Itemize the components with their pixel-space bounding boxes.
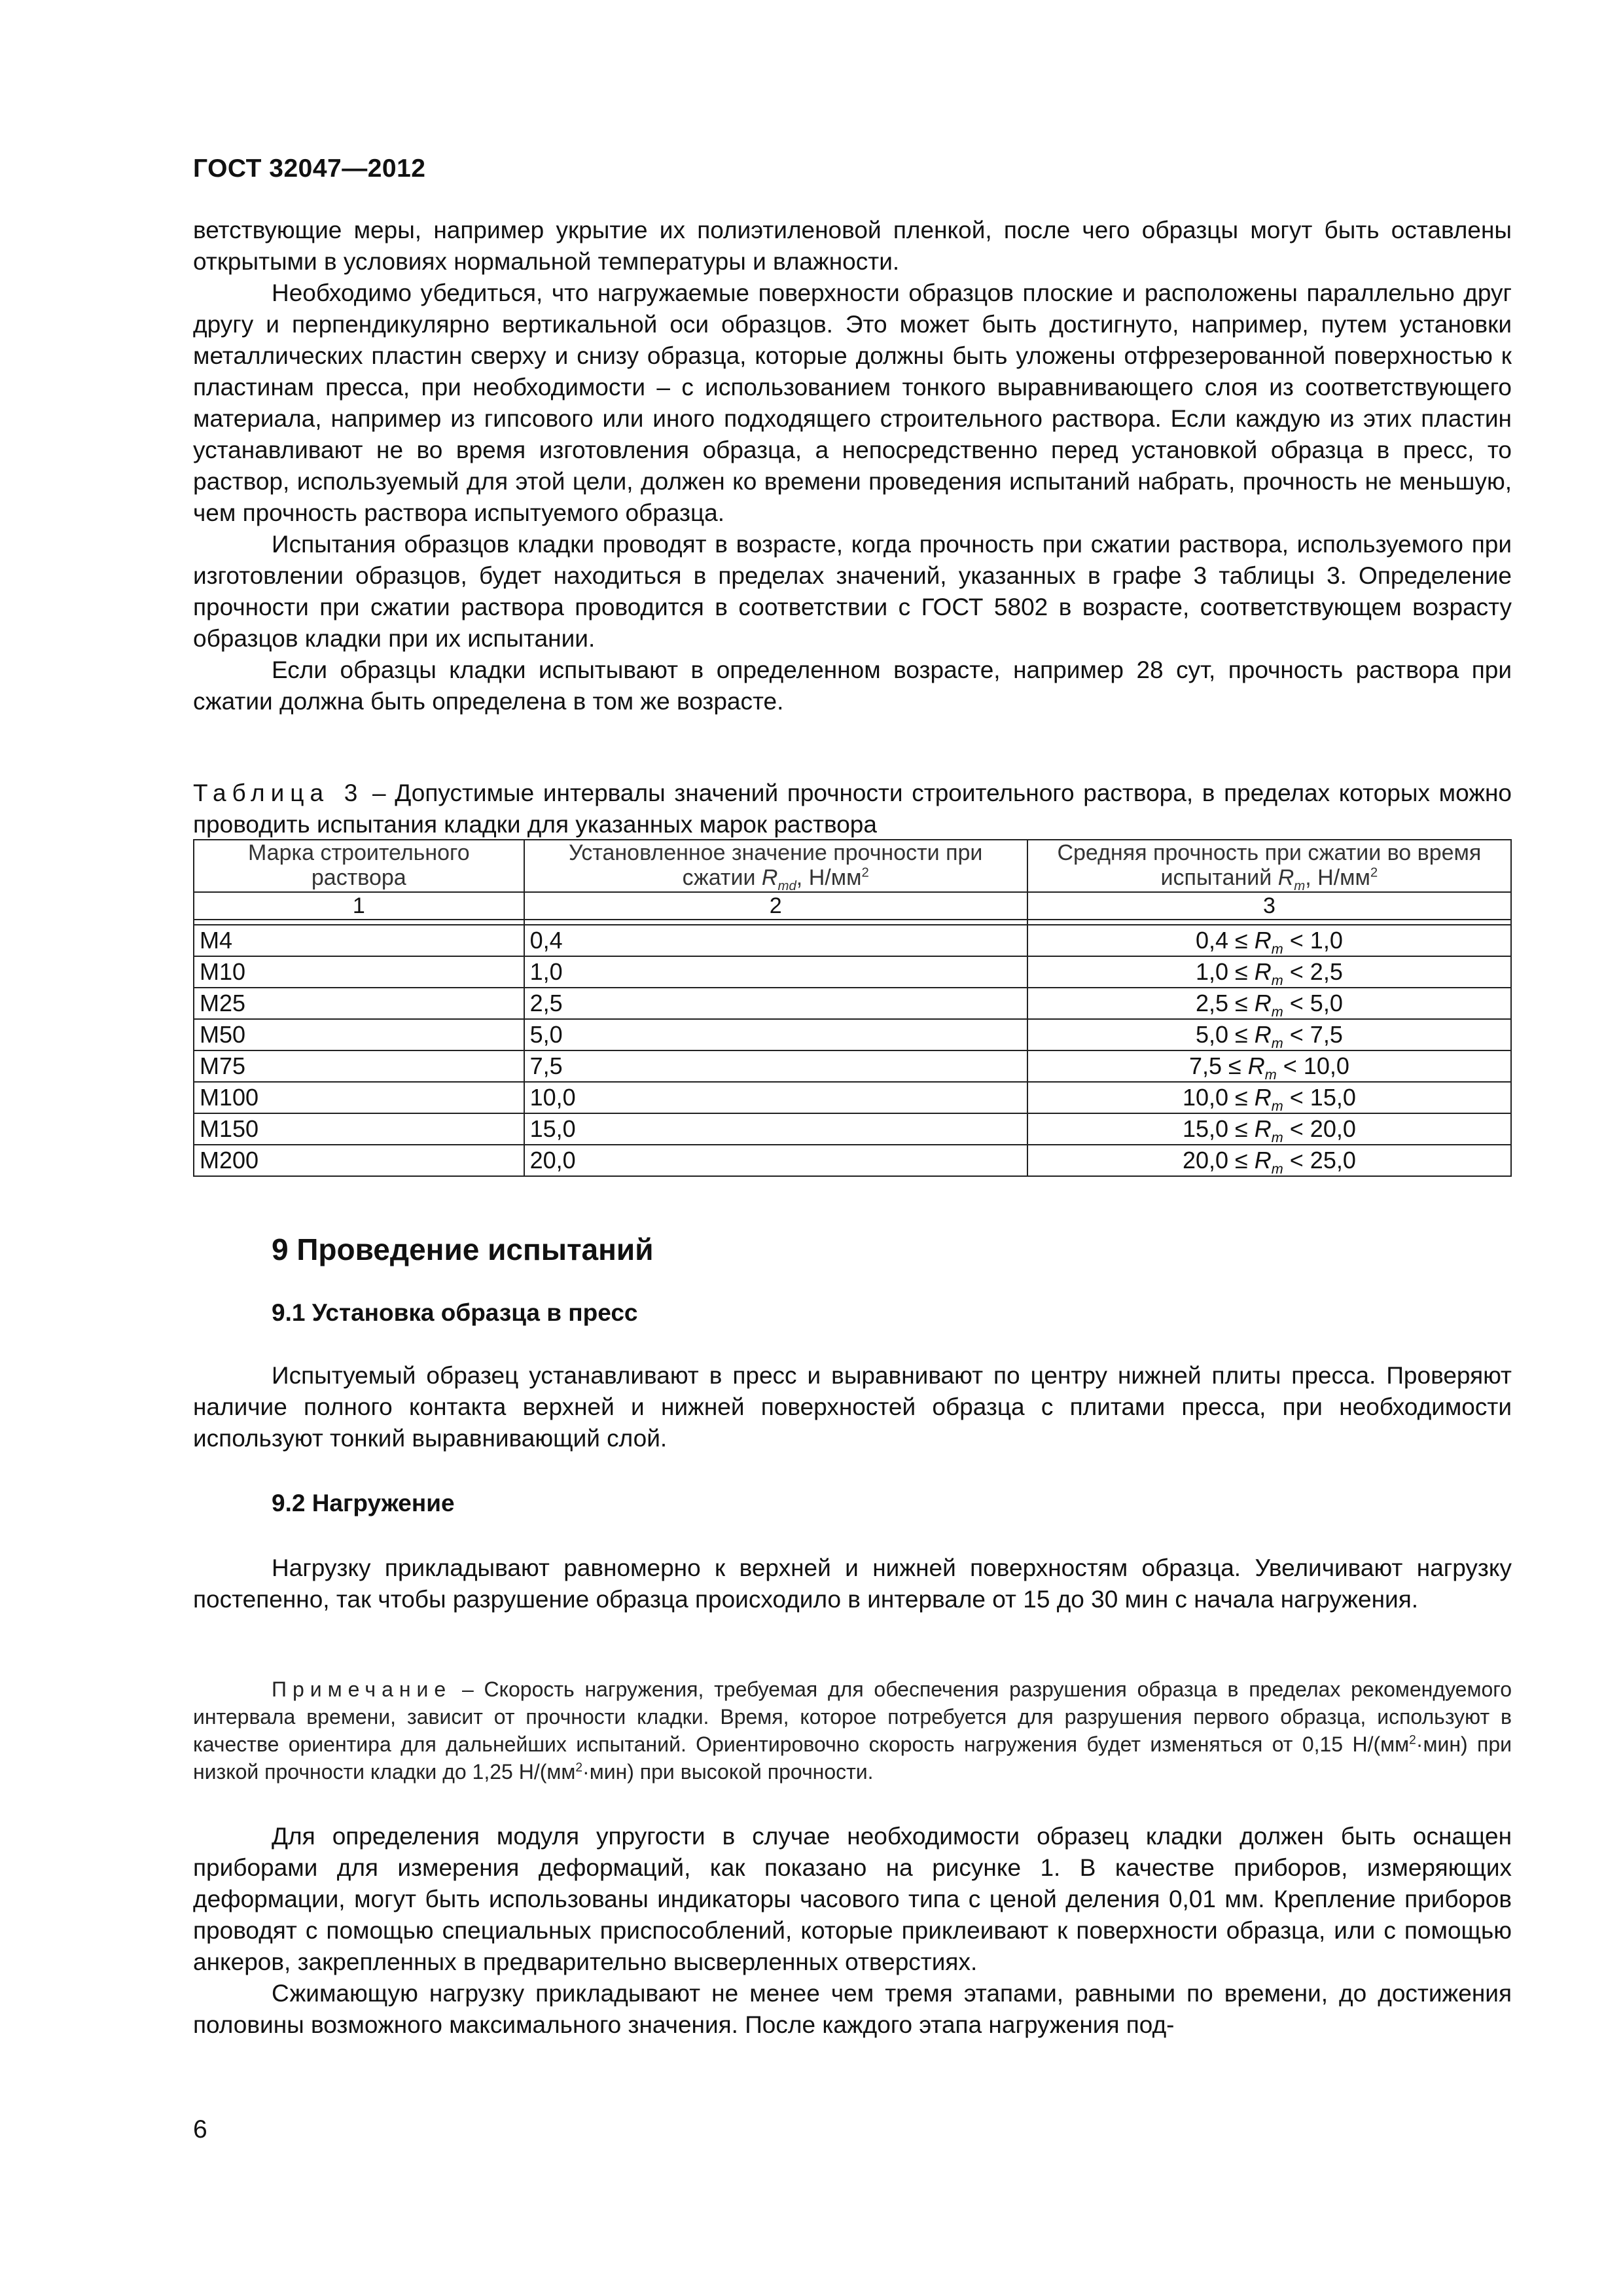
grade-cell: М150 [194, 1113, 524, 1145]
range-cell: $15,0 \le R_m < 20,0$ [1027, 1113, 1511, 1145]
grade-cell: М100 [194, 1082, 524, 1113]
paragraph: Испытуемый образец устанавливают в пресс и выравнивают по центру нижней плиты пресса. Проверяют наличие полного контакта верхней и нижней поверхностей образца с плитами пресса, при необходимости используют тонкий выравнивающий слой. [193, 1362, 1512, 1452]
column-header-grade: Марка строительного раствора [194, 840, 524, 892]
table-caption-text: – Допустимые интервалы значений прочности строительного раствора, в пределах которых можно проводить испытания кладки для указанных марок раствора [193, 780, 1512, 838]
section-9-2-continued [193, 1821, 1512, 2041]
document-header: ГОСТ 32047—2012 [193, 154, 426, 183]
column-number: 2 [524, 892, 1027, 920]
value-cell: 1,0 [524, 956, 1027, 988]
value-cell: 20,0 [524, 1145, 1027, 1176]
table-row [194, 1050, 1511, 1082]
strength-table [193, 839, 1512, 1177]
range-cell: $5,0 \le R_m < 7,5$ [1027, 1019, 1511, 1050]
range-cell: $2,5 \le R_m < 5,0$ [1027, 988, 1511, 1019]
grade-cell: М50 [194, 1019, 524, 1050]
subsection-heading: 9.1 Установка образца в пресс [272, 1299, 638, 1326]
column-number: 1 [194, 892, 524, 920]
value-cell: 0,4 [524, 925, 1027, 956]
range-cell: $10,0 \le R_m < 15,0$ [1027, 1082, 1511, 1113]
paragraph: Нагрузку прикладывают равномерно к верхней и нижней поверхностям образца. Увеличивают нагрузку постепенно, так чтобы разрушение образца происходило в интервале от 15 до 30 мин с начала нагружения. [193, 1554, 1512, 1613]
grade-cell: М200 [194, 1145, 524, 1176]
value-cell: 2,5 [524, 988, 1027, 1019]
range-cell: $7,5 \le R_m < 10,0$ [1027, 1050, 1511, 1082]
table-header-row [194, 840, 1511, 892]
grade-cell: М75 [194, 1050, 524, 1082]
value-cell: 7,5 [524, 1050, 1027, 1082]
paragraph: Необходимо убедиться, что нагружаемые поверхности образцов плоские и расположены параллельно друг другу и перпендикулярно вертикальной оси образцов. Это может быть достигнуто, например, путем установки металлических пластин сверху и снизу образца, которые должны быть уложены отфрезерованной поверхностью к пластинам пресса, при необходимости – с использованием тонкого выравнивающего слоя из соответствующего материала, например из гипсового или иного подходящего строительного раствора. Если каждую из этих пластин устанавливают не во время изготовления образца, а непосредственно перед установкой образца в пресс, то раствор, используемый для этой цели, должен ко времени проведения испытаний набрать, прочность не меньшую, чем прочность раствора испытуемого образца. [193, 279, 1512, 526]
range-cell: $20,0 \le R_m < 25,0$ [1027, 1145, 1511, 1176]
section-9-2-text [193, 1552, 1512, 1615]
paragraph: Испытания образцов кладки проводят в возрасте, когда прочность при сжатии раствора, используемого при изготовлении образцов, будет находиться в пределах значений, указанных в графе 3 таблицы 3. Определение прочности при сжатии раствора проводится в соответствии с ГОСТ 5802 в возрасте, соответствующем возрасту образцов кладки при их испытании. [193, 531, 1512, 652]
range-cell: $0,4 \le R_m < 1,0$ [1027, 925, 1511, 956]
column-header-set-value: Установленное значение прочности при сжатии $R_{md}$, $Н/мм^2$ [524, 840, 1027, 892]
section-heading: 9 Проведение испытаний [272, 1232, 654, 1266]
column-number: 3 [1027, 892, 1511, 920]
paragraph: ветствующие меры, например укрытие их полиэтиленовой пленкой, после чего образцы могут быть оставлены открытыми в условиях нормальной температуры и влажности. [193, 217, 1512, 275]
value-cell: 15,0 [524, 1113, 1027, 1145]
table-row [194, 988, 1511, 1019]
table-row [194, 925, 1511, 956]
table-row [194, 1113, 1511, 1145]
table-label: Таблица 3 [193, 780, 364, 806]
value-cell: 5,0 [524, 1019, 1027, 1050]
paragraph: Если образцы кладки испытывают в определенном возрасте, например 28 сут, прочность раствора при сжатии должна быть определена в том же возрасте. [193, 656, 1512, 715]
note-label: Примечание [272, 1677, 452, 1701]
section-9-1-text [193, 1360, 1512, 1454]
subsection-heading: 9.2 Нагружение [272, 1490, 455, 1516]
note: Примечание – Скорость нагружения, требуемая для обеспечения разрушения образца в пределах рекомендуемого интервала времени, зависит от прочности кладки. Время, которое потребуется для разрушения первого образца, используют в качестве ориентира для дальнейших испытаний. Ориентировочно скорость нагружения будет изменяться от 0,15 $Н/(мм^2\cdot мин)$ при низкой прочности кладки до 1,25 $Н/(мм^2\cdot мин)$ при высокой прочности. [193, 1677, 1512, 1784]
document-page [193, 0, 1512, 2296]
paragraph: Для определения модуля упругости в случае необходимости образец кладки должен быть оснащен приборами для измерения деформаций, как показано на рисунке 1. В качестве приборов, измеряющих деформации, могут быть использованы индикаторы часового типа с ценой деления 0,01 мм. Крепление приборов проводят с помощью специальных приспособлений, которые приклеивают к поверхности образца, или с помощью анкеров, закрепленных в предварительно высверленных отверстиях. [193, 1823, 1512, 1975]
table-row [194, 1019, 1511, 1050]
value-cell: 10,0 [524, 1082, 1027, 1113]
grade-cell: М10 [194, 956, 524, 988]
intro-text [193, 215, 1512, 717]
column-number-row [194, 892, 1511, 920]
grade-cell: М25 [194, 988, 524, 1019]
paragraph: Сжимающую нагрузку прикладывают не менее чем тремя этапами, равными по времени, до достижения половины возможного максимального значения. После каждого этапа нагружения под- [193, 1980, 1512, 2038]
column-header-mean-strength: Средняя прочность при сжатии во время испытаний $R_m$, $Н/мм^2$ [1027, 840, 1511, 892]
range-cell: $1,0 \le R_m < 2,5$ [1027, 956, 1511, 988]
table-caption [193, 778, 1512, 840]
table-row [194, 1145, 1511, 1176]
table-row [194, 956, 1511, 988]
page-number: 6 [193, 2115, 207, 2144]
table-row [194, 1082, 1511, 1113]
grade-cell: М4 [194, 925, 524, 956]
